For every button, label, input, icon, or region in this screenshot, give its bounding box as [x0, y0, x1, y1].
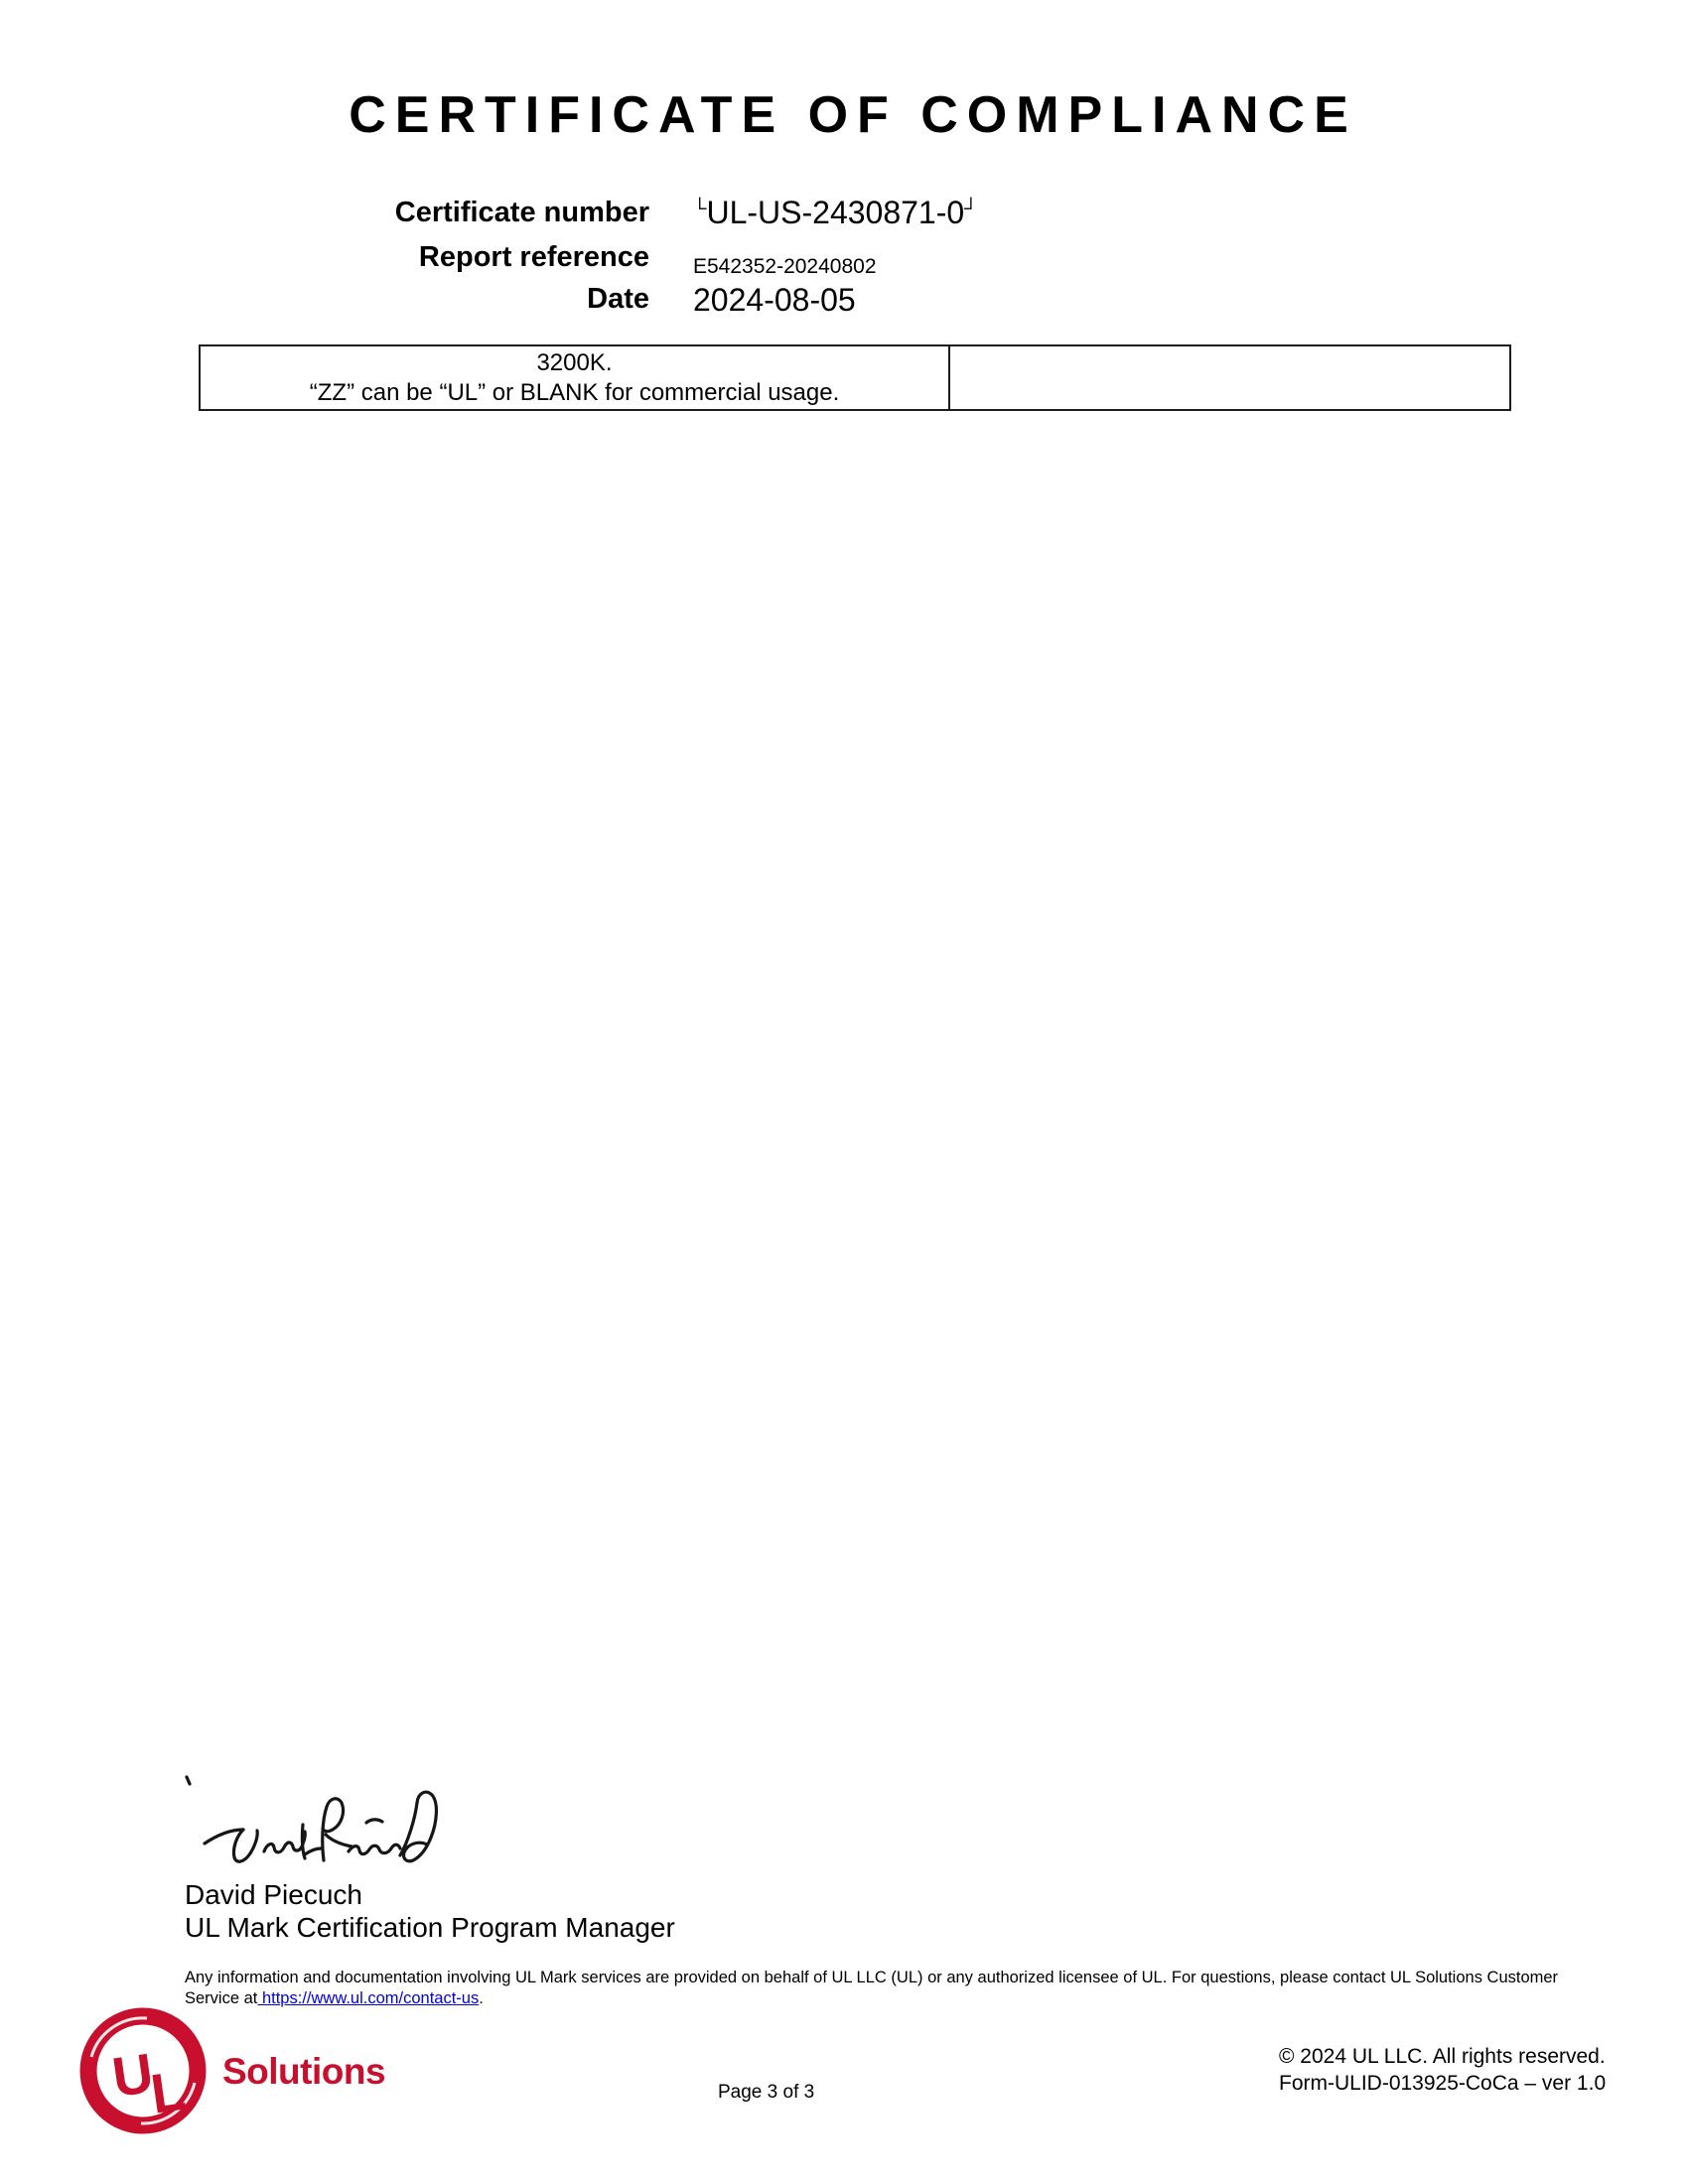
report-reference-label: Report reference [418, 241, 649, 273]
copyright-line-1: © 2024 UL LLC. All rights reserved. [1279, 2045, 1606, 2068]
report-reference-value: E542352-20240802 [693, 255, 877, 278]
spec-table-cell-left [201, 346, 950, 409]
ul-monogram-u: U [108, 2040, 158, 2109]
spec-line-1: 3200K. [536, 348, 613, 376]
certificate-number-value [693, 195, 978, 231]
signer-title: UL Mark Certification Program Manager [185, 1912, 675, 1943]
signer-name: David Piecuch [185, 1879, 362, 1910]
date-label: Date [587, 283, 649, 315]
copyright-block [1279, 2043, 1606, 2097]
disclaimer-line-2-prefix: Service at [185, 1989, 258, 2007]
disclaimer-line-1: Any information and documentation involving UL Mark services are provided on behalf of UL LLC (UL) or any authorized licensee of UL. For questions, please contact UL Solutions Customer [185, 1969, 1559, 1986]
date-value: 2024-08-05 [693, 282, 856, 318]
disclaimer [185, 1968, 1558, 2009]
spec-table-cell-right [950, 346, 1509, 409]
disclaimer-line-2-suffix: . [479, 1989, 484, 2007]
certificate-number-text: UL-US-2430871-0 [706, 195, 965, 230]
certificate-number-label: Certificate number [394, 197, 649, 228]
ul-wordmark: Solutions [222, 2051, 386, 2092]
spec-line-2: “ZZ” can be “UL” or BLANK for commercial usage. [309, 378, 840, 406]
signature-image [175, 1757, 463, 1882]
spec-table [199, 344, 1511, 411]
page-indicator: Page 3 of 3 [718, 2082, 815, 2103]
contact-link[interactable]: https://www.ul.com/contact-us [257, 1989, 480, 2007]
corner-mark-right: ┘ [964, 199, 978, 219]
corner-mark-left: └ [693, 199, 707, 219]
disclaimer-line-2 [185, 1988, 1558, 2009]
page-title: CERTIFICATE OF COMPLIANCE [349, 86, 1357, 144]
ul-logo-icon [77, 2005, 209, 2136]
copyright-line-2: Form-ULID-013925-CoCa – ver 1.0 [1279, 2072, 1607, 2095]
ul-monogram-l: L [146, 2058, 190, 2125]
